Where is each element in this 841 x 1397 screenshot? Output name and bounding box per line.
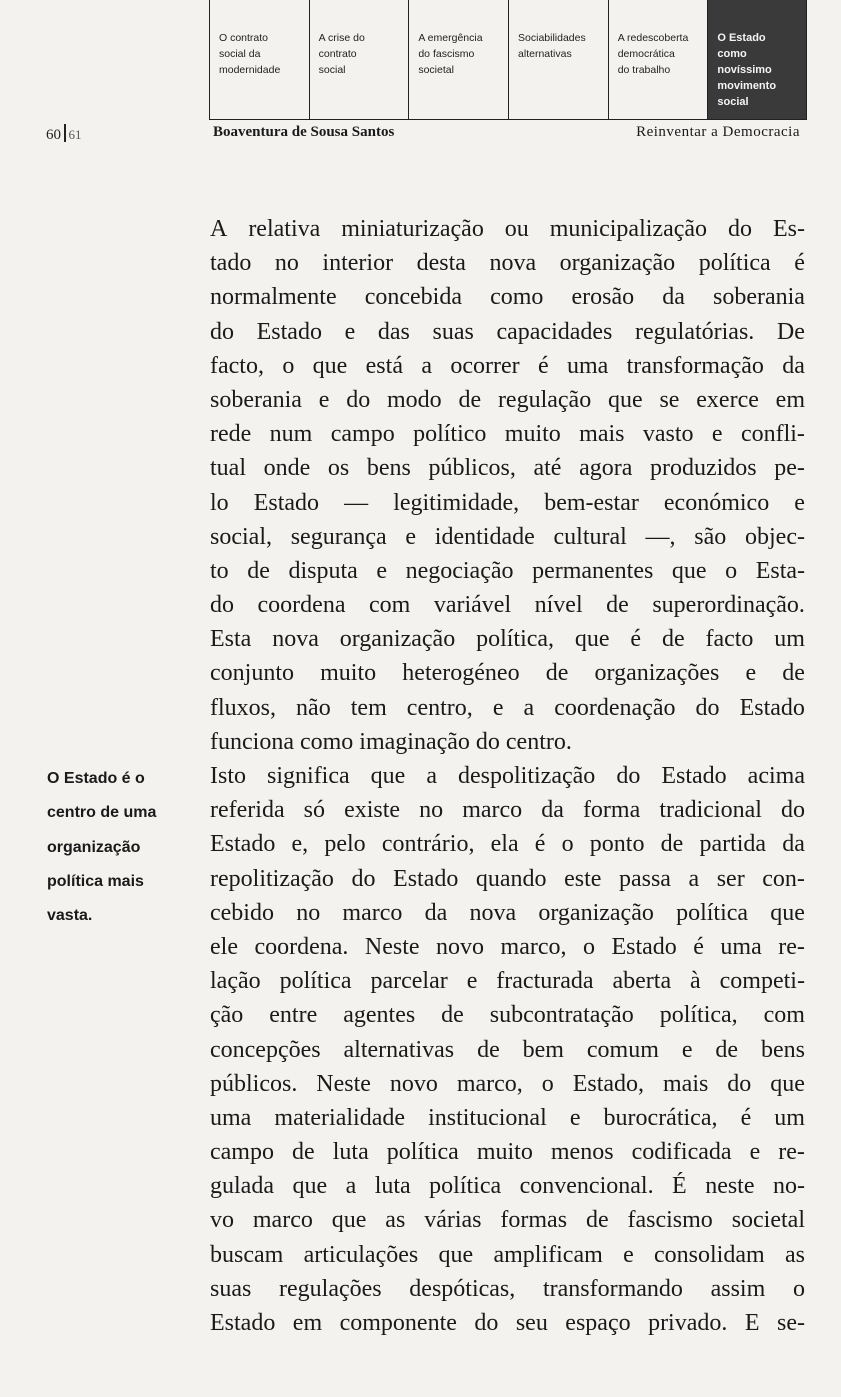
- section-tab: A crise do contrato social: [309, 0, 409, 120]
- body-line: cebido no marco da nova organização política que: [210, 899, 805, 926]
- margin-note-line: vasta.: [47, 907, 93, 925]
- page-number-right: 61: [68, 127, 82, 142]
- margin-note-line: centro de uma: [47, 804, 157, 822]
- body-line: rede num campo político muito mais vasto e confli-: [210, 421, 805, 448]
- page-number-divider: [64, 124, 66, 142]
- section-tabs: [209, 0, 807, 120]
- page-number-left: 60: [46, 127, 61, 143]
- body-line: lo Estado — legitimidade, bem-estar económico e: [210, 489, 805, 516]
- body-line: ção entre agentes de subcontratação política, com: [210, 1002, 805, 1029]
- body-line: lação política parcelar e fracturada aberta à competi-: [210, 968, 805, 995]
- body-line: concepções alternativas de bem comum e de bens: [210, 1036, 805, 1063]
- body-line: to de disputa e negociação permanentes que o Esta-: [210, 557, 805, 584]
- body-line: tado no interior desta nova organização política é: [210, 250, 805, 277]
- body-line: campo de luta política muito menos codificada e re-: [210, 1139, 805, 1166]
- body-line: vo marco que as várias formas de fascismo societal: [210, 1207, 805, 1234]
- margin-note-line: política mais: [47, 872, 144, 890]
- body-line: gulada que a luta política convencional. É neste no-: [210, 1173, 805, 1200]
- section-tab: A redescoberta democrática do trabalho: [608, 0, 708, 120]
- margin-note-line: O Estado é o: [47, 770, 145, 787]
- body-line: buscam articulações que amplificam e consolidam as: [210, 1241, 805, 1268]
- body-line: soberania e do modo de regulação que se exerce em: [210, 386, 805, 413]
- body-line: Estado e, pelo contrário, ela é o ponto de partida da: [210, 831, 805, 858]
- body-line: suas regulações despóticas, transformando assim o: [210, 1275, 805, 1302]
- body-line: fluxos, não tem centro, e a coordenação do Estado: [210, 694, 805, 721]
- body-line: funciona como imaginação do centro.: [210, 728, 572, 755]
- body-line: Esta nova organização política, que é de facto um: [210, 626, 805, 653]
- section-tab: O Estado como novíssimo movimento social: [707, 0, 807, 120]
- body-line: ele coordena. Neste novo marco, o Estado é uma re-: [210, 933, 805, 960]
- page-numbers: [46, 124, 82, 144]
- body-line: social, segurança e identidade cultural —, são objec-: [210, 523, 805, 550]
- body-line: referida só existe no marco da forma tradicional do: [210, 797, 805, 824]
- running-header-book-title: Reinventar a Democracia: [636, 124, 800, 140]
- section-tab: Sociabilidades alternativas: [508, 0, 608, 120]
- body-line: do coordena com variável nível de superordinação.: [210, 592, 805, 619]
- body-line: Estado em componente do seu espaço privado. E se-: [210, 1310, 805, 1336]
- body-text: [210, 212, 805, 1340]
- body-line: facto, o que está a ocorrer é uma transformação da: [210, 352, 805, 379]
- section-tab: O contrato social da modernidade: [209, 0, 309, 120]
- body-line: A relativa miniaturização ou municipalização do Es-: [210, 216, 805, 242]
- running-header-author: Boaventura de Sousa Santos: [213, 124, 395, 140]
- margin-note-line: organização: [47, 838, 141, 856]
- section-tab: A emergência do fascismo societal: [408, 0, 508, 120]
- body-line: uma materialidade institucional e burocrática, é um: [210, 1104, 805, 1131]
- body-line: conjunto muito heterogéneo de organizações e de: [210, 660, 805, 687]
- body-line: do Estado e das suas capacidades regulatórias. De: [210, 318, 805, 345]
- body-line: Isto significa que a despolitização do Estado acima: [210, 763, 805, 789]
- margin-note: [47, 762, 197, 933]
- body-line: repolitização do Estado quando este passa a ser con-: [210, 865, 805, 892]
- body-line: normalmente concebida como erosão da soberania: [210, 284, 805, 311]
- body-line: públicos. Neste novo marco, o Estado, mais do que: [210, 1070, 805, 1097]
- body-line: tual onde os bens públicos, até agora produzidos pe-: [210, 455, 805, 482]
